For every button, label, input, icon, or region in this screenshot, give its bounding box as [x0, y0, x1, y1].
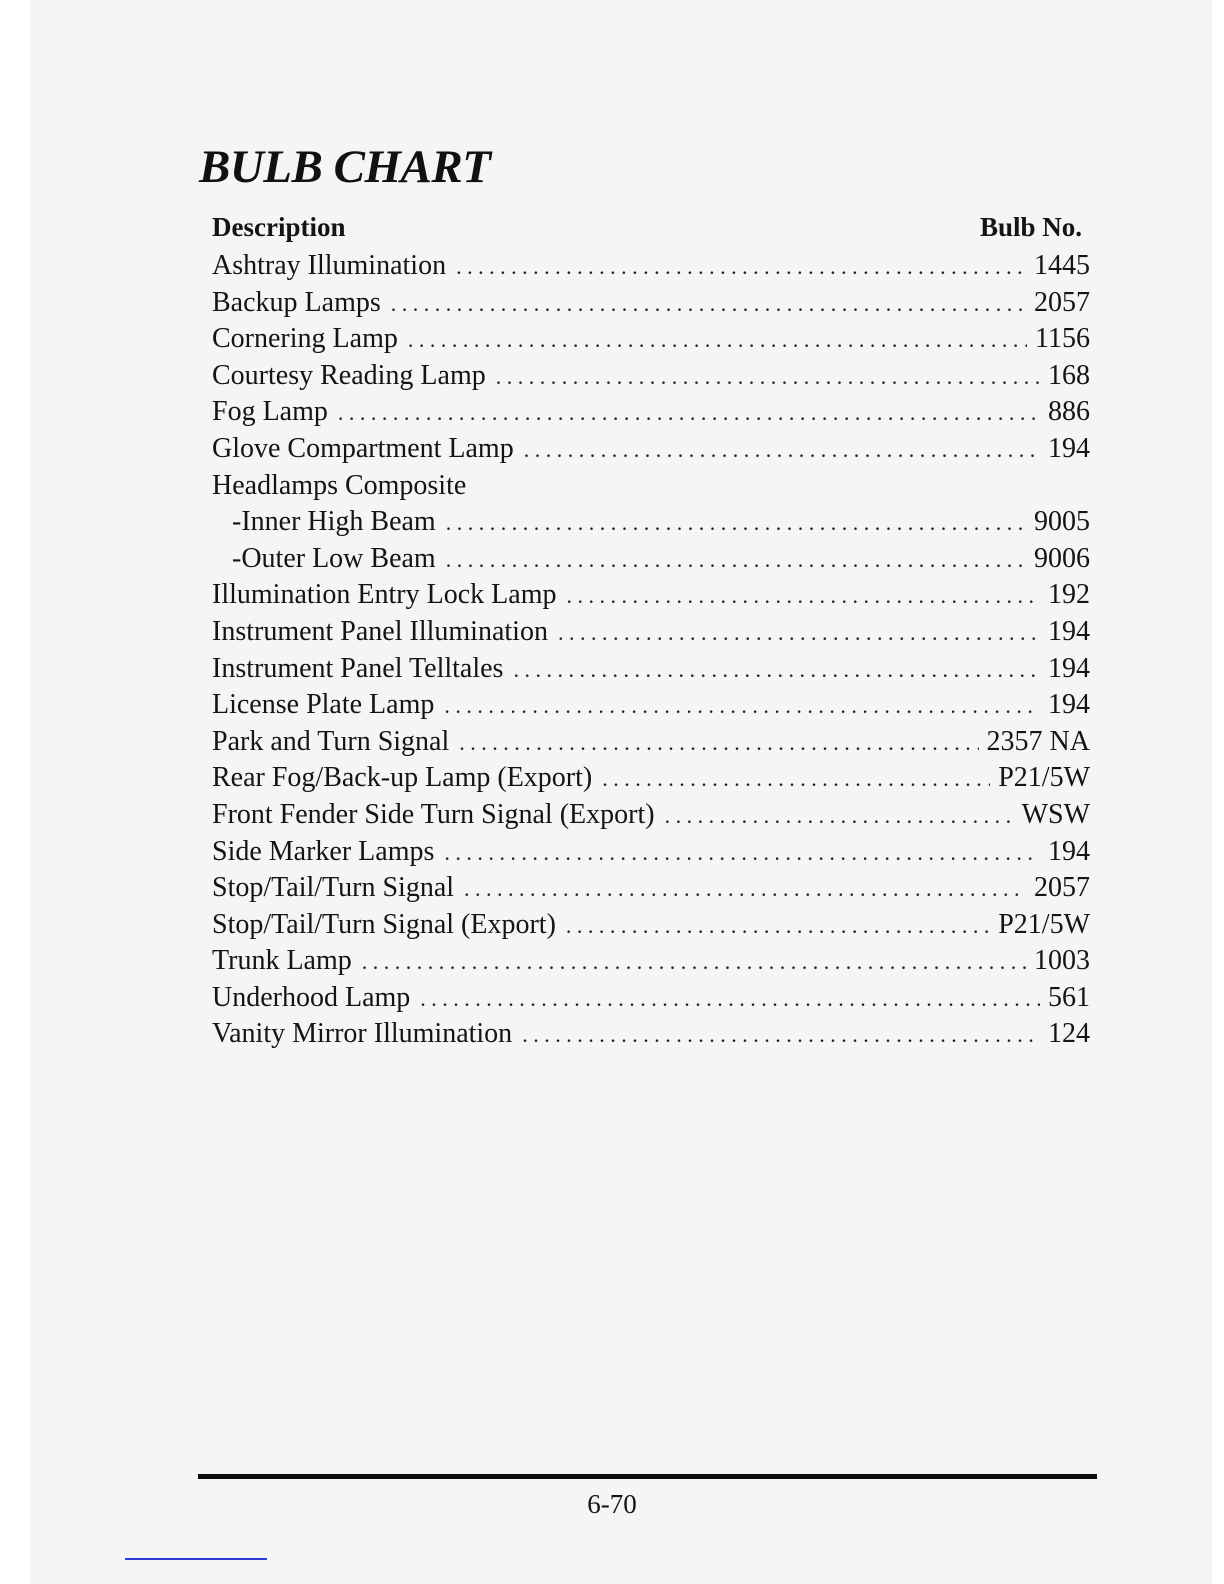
row-bulb-number: 9005 — [1034, 506, 1090, 538]
table-row — [212, 760, 1090, 797]
dot-leader — [338, 395, 1040, 431]
row-bulb-number: 1445 — [1034, 250, 1090, 281]
row-bulb-number: P21/5W — [998, 908, 1090, 940]
table-row — [212, 907, 1090, 944]
page-title: BULB CHART — [199, 141, 491, 193]
table-header — [212, 212, 1090, 248]
row-description: Rear Fog/Back-up Lamp (Export) — [212, 762, 593, 794]
dot-leader — [446, 505, 1026, 541]
dot-leader — [444, 688, 1040, 724]
table-row — [212, 870, 1090, 907]
row-description: Glove Compartment Lamp — [212, 432, 514, 464]
table-row — [212, 724, 1090, 761]
table-row — [212, 285, 1090, 322]
row-bulb-number: 1156 — [1035, 323, 1090, 355]
table-group-heading — [212, 468, 1090, 505]
row-bulb-number: 168 — [1048, 359, 1090, 391]
row-bulb-number: 886 — [1048, 396, 1090, 428]
row-description: Headlamps Composite — [212, 469, 467, 501]
row-description: Instrument Panel Illumination — [212, 615, 548, 647]
dot-leader — [391, 286, 1026, 322]
table-row — [212, 358, 1090, 395]
dot-leader — [408, 322, 1027, 358]
bulb-chart-table — [212, 212, 1090, 1053]
dot-leader — [456, 249, 1026, 285]
page-number: 6-70 — [587, 1489, 637, 1519]
table-row — [212, 651, 1090, 688]
table-row — [212, 1016, 1090, 1053]
bulb-number-header: Bulb No. — [979, 212, 1082, 242]
row-bulb-number: P21/5W — [998, 762, 1090, 794]
link-underline — [125, 1558, 267, 1560]
row-description: Courtesy Reading Lamp — [212, 359, 486, 391]
table-row — [212, 797, 1090, 834]
table-row — [212, 321, 1090, 358]
dot-leader — [566, 578, 1040, 614]
row-description: -Inner High Beam — [232, 506, 436, 538]
row-description: Fog Lamp — [212, 396, 328, 428]
row-description: Stop/Tail/Turn Signal (Export) — [212, 908, 556, 940]
dot-leader — [459, 725, 978, 761]
row-description: Instrument Panel Telltales — [212, 652, 504, 684]
table-row — [212, 943, 1090, 980]
row-description: Park and Turn Signal — [212, 725, 450, 757]
row-bulb-number: 1003 — [1034, 945, 1090, 977]
row-description: Ashtray Illumination — [212, 250, 447, 281]
row-bulb-number: 2357 NA — [986, 725, 1090, 757]
row-description: -Outer Low Beam — [232, 542, 436, 574]
row-bulb-number: 194 — [1048, 652, 1090, 684]
row-bulb-number: 192 — [1048, 579, 1090, 611]
dot-leader — [464, 871, 1026, 907]
row-bulb-number: 2057 — [1034, 872, 1090, 904]
table-row — [212, 541, 1090, 578]
table-row — [212, 394, 1090, 431]
row-bulb-number: 124 — [1048, 1018, 1090, 1050]
row-bulb-number: 194 — [1048, 432, 1090, 464]
table-row — [212, 614, 1090, 651]
row-bulb-number: 194 — [1048, 689, 1090, 721]
row-bulb-number: 194 — [1048, 835, 1090, 867]
row-description: Backup Lamps — [212, 286, 381, 318]
row-description: License Plate Lamp — [212, 689, 435, 721]
row-bulb-number: 9006 — [1034, 542, 1090, 574]
dot-leader — [444, 835, 1040, 871]
dot-leader — [522, 1017, 1040, 1053]
dot-leader — [665, 798, 1014, 834]
dot-leader — [566, 908, 990, 944]
dot-leader — [524, 432, 1040, 468]
table-row — [212, 504, 1090, 541]
row-bulb-number: 194 — [1048, 615, 1090, 647]
dot-leader — [602, 761, 990, 797]
dot-leader — [446, 542, 1026, 578]
row-description: Cornering Lamp — [212, 323, 398, 355]
table-row — [212, 687, 1090, 724]
row-bulb-number: 561 — [1048, 981, 1090, 1013]
row-description: Illumination Entry Lock Lamp — [212, 579, 557, 611]
row-description: Vanity Mirror Illumination — [212, 1018, 513, 1050]
dot-leader — [513, 652, 1040, 688]
row-description: Trunk Lamp — [212, 945, 352, 977]
footer-rule — [198, 1474, 1097, 1479]
dot-leader — [362, 944, 1026, 980]
table-row — [212, 834, 1090, 871]
description-header: Description — [212, 212, 346, 242]
dot-leader — [558, 615, 1040, 651]
dot-leader — [496, 359, 1040, 395]
row-description: Stop/Tail/Turn Signal — [212, 872, 455, 904]
row-description: Front Fender Side Turn Signal (Export) — [212, 798, 655, 830]
table-row — [212, 431, 1090, 468]
row-description: Underhood Lamp — [212, 981, 411, 1013]
row-description: Side Marker Lamps — [212, 835, 435, 867]
dot-leader — [420, 981, 1040, 1017]
table-row — [212, 577, 1090, 614]
row-bulb-number: WSW — [1021, 798, 1090, 830]
row-bulb-number: 2057 — [1034, 286, 1090, 318]
table-row — [212, 980, 1090, 1017]
table-row — [212, 248, 1090, 285]
